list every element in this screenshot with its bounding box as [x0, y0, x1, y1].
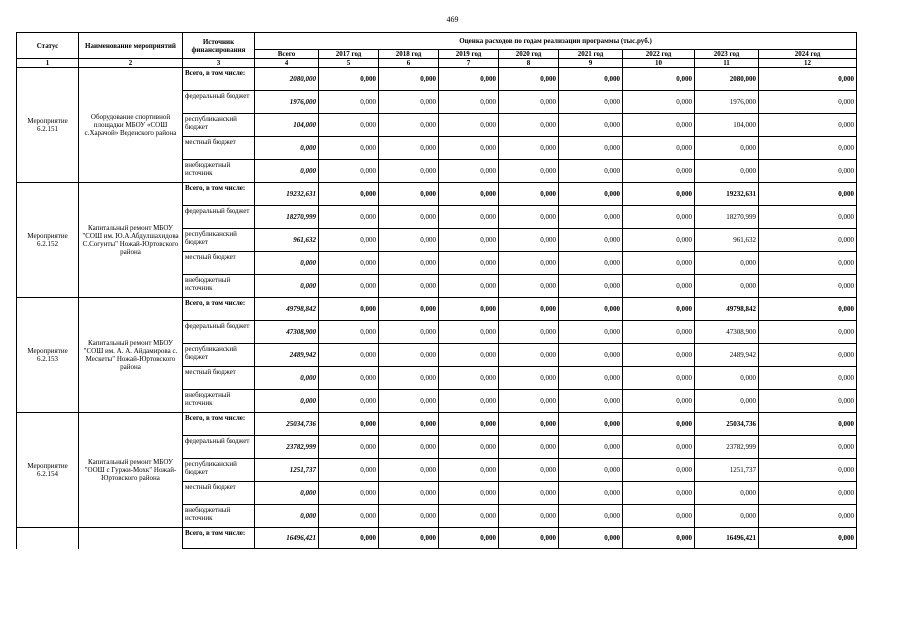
- budget-table: [16, 32, 857, 549]
- amount-cell: 0,000: [559, 298, 623, 321]
- amount-cell: 104,000: [255, 114, 319, 137]
- amount-cell: 0,000: [379, 298, 439, 321]
- column-number: 8: [499, 59, 559, 68]
- amount-cell: 0,000: [623, 160, 695, 183]
- amount-cell: 0,000: [623, 229, 695, 252]
- amount-cell: 0,000: [623, 137, 695, 160]
- table-body: [17, 68, 857, 549]
- amount-cell: 0,000: [379, 275, 439, 298]
- amount-cell: 0,000: [379, 183, 439, 206]
- amount-cell: 0,000: [559, 344, 623, 367]
- amount-cell: 0,000: [379, 321, 439, 344]
- amount-cell: 25034,736: [695, 413, 759, 436]
- amount-cell: 0,000: [319, 344, 379, 367]
- amount-cell: 0,000: [439, 344, 499, 367]
- amount-cell: 25034,736: [255, 413, 319, 436]
- column-number: 4: [255, 59, 319, 68]
- funding-source: внебюджетный источник: [183, 505, 255, 528]
- amount-cell: 0,000: [255, 275, 319, 298]
- event-name: Оборудование спортивной площадки МБОУ «СОШ с.Харачой» Веденского района: [79, 68, 183, 183]
- amount-cell: 0,000: [695, 390, 759, 413]
- funding-source: местный бюджет: [183, 367, 255, 390]
- header-year: 2024 год: [759, 50, 857, 59]
- amount-cell: 1251,737: [255, 459, 319, 482]
- amount-cell: 0,000: [623, 275, 695, 298]
- column-number: 12: [759, 59, 857, 68]
- amount-cell: 0,000: [759, 160, 857, 183]
- header-year: 2018 год: [379, 50, 439, 59]
- amount-cell: 0,000: [559, 252, 623, 275]
- amount-cell: 23782,999: [695, 436, 759, 459]
- amount-cell: 0,000: [439, 298, 499, 321]
- amount-cell: 0,000: [499, 436, 559, 459]
- amount-cell: 0,000: [319, 459, 379, 482]
- amount-cell: 0,000: [759, 298, 857, 321]
- amount-cell: 0,000: [695, 505, 759, 528]
- amount-cell: 0,000: [379, 390, 439, 413]
- event-name: Капитальный ремонт МБОУ "ООШ с Гуржи-Мохк" Ножай-Юртовского района: [79, 413, 183, 528]
- amount-cell: 0,000: [759, 459, 857, 482]
- amount-cell: 0,000: [319, 114, 379, 137]
- amount-cell: 0,000: [559, 321, 623, 344]
- amount-cell: 0,000: [319, 160, 379, 183]
- funding-source: республиканский бюджет: [183, 114, 255, 137]
- amount-cell: 0,000: [759, 68, 857, 91]
- event-status: [17, 528, 79, 549]
- amount-cell: 0,000: [439, 68, 499, 91]
- amount-cell: 0,000: [255, 482, 319, 505]
- column-number: 2: [79, 59, 183, 68]
- funding-source: республиканский бюджет: [183, 229, 255, 252]
- amount-cell: 0,000: [759, 137, 857, 160]
- amount-cell: 0,000: [559, 275, 623, 298]
- amount-cell: 18270,999: [255, 206, 319, 229]
- funding-source: федеральный бюджет: [183, 206, 255, 229]
- header-year: 2017 год: [319, 50, 379, 59]
- amount-cell: 0,000: [319, 206, 379, 229]
- amount-cell: 0,000: [379, 528, 439, 549]
- amount-cell: 0,000: [439, 321, 499, 344]
- page-number: 469: [446, 15, 459, 24]
- amount-cell: 0,000: [695, 137, 759, 160]
- amount-cell: 0,000: [759, 252, 857, 275]
- header-year: 2023 год: [695, 50, 759, 59]
- amount-cell: 0,000: [319, 505, 379, 528]
- amount-cell: 0,000: [319, 229, 379, 252]
- amount-cell: 0,000: [499, 114, 559, 137]
- amount-cell: 0,000: [379, 436, 439, 459]
- amount-cell: 0,000: [759, 183, 857, 206]
- amount-cell: 0,000: [623, 505, 695, 528]
- amount-cell: 0,000: [623, 413, 695, 436]
- column-number: 11: [695, 59, 759, 68]
- amount-cell: 0,000: [559, 206, 623, 229]
- amount-cell: 0,000: [499, 68, 559, 91]
- amount-cell: 0,000: [439, 505, 499, 528]
- funding-source: внебюджетный источник: [183, 390, 255, 413]
- header-year: Всего: [255, 50, 319, 59]
- amount-cell: 0,000: [759, 528, 857, 549]
- amount-cell: 0,000: [695, 275, 759, 298]
- amount-cell: 1976,000: [255, 91, 319, 114]
- funding-source: федеральный бюджет: [183, 436, 255, 459]
- amount-cell: 0,000: [255, 390, 319, 413]
- amount-cell: 961,632: [255, 229, 319, 252]
- amount-cell: 104,000: [695, 114, 759, 137]
- event-status: Мероприятие 6.2.153: [17, 298, 79, 413]
- amount-cell: 0,000: [319, 367, 379, 390]
- event-name: Капитальный ремонт МБОУ "СОШ им. Ю.А.Абдулшахидова С.Согунты" Ножай-Юртовского района: [79, 183, 183, 298]
- amount-cell: 0,000: [499, 183, 559, 206]
- amount-cell: 0,000: [695, 367, 759, 390]
- event-status: Мероприятие 6.2.152: [17, 183, 79, 298]
- funding-source: местный бюджет: [183, 252, 255, 275]
- amount-cell: 0,000: [559, 482, 623, 505]
- amount-cell: 0,000: [759, 436, 857, 459]
- amount-cell: 0,000: [439, 160, 499, 183]
- amount-cell: 0,000: [439, 206, 499, 229]
- table-row: [17, 528, 857, 549]
- amount-cell: 0,000: [379, 137, 439, 160]
- amount-cell: 2080,000: [255, 68, 319, 91]
- column-number: 1: [17, 59, 79, 68]
- amount-cell: 0,000: [499, 137, 559, 160]
- funding-source: федеральный бюджет: [183, 321, 255, 344]
- amount-cell: 0,000: [379, 252, 439, 275]
- amount-cell: 2080,000: [695, 68, 759, 91]
- table-row: [17, 298, 857, 321]
- amount-cell: 0,000: [439, 367, 499, 390]
- amount-cell: 16496,421: [255, 528, 319, 549]
- amount-cell: 19232,631: [695, 183, 759, 206]
- amount-cell: 18270,999: [695, 206, 759, 229]
- amount-cell: 0,000: [439, 528, 499, 549]
- amount-cell: 0,000: [379, 91, 439, 114]
- amount-cell: 0,000: [439, 183, 499, 206]
- amount-cell: 0,000: [759, 229, 857, 252]
- header-year: 2020 год: [499, 50, 559, 59]
- amount-cell: 0,000: [559, 229, 623, 252]
- event-name: Капитальный ремонт МБОУ "СОШ им. А. А. Айдамирова с. Мескеты" Ножай-Юртовского района: [79, 298, 183, 413]
- amount-cell: 0,000: [379, 206, 439, 229]
- amount-cell: 0,000: [623, 459, 695, 482]
- header-estimate: Оценка расходов по годам реализации программы (тыс.руб.): [255, 33, 857, 50]
- column-number: 6: [379, 59, 439, 68]
- amount-cell: 0,000: [623, 367, 695, 390]
- amount-cell: 0,000: [319, 413, 379, 436]
- amount-cell: 0,000: [319, 482, 379, 505]
- amount-cell: 49798,842: [695, 298, 759, 321]
- column-number: 9: [559, 59, 623, 68]
- amount-cell: 0,000: [319, 528, 379, 549]
- amount-cell: 49798,842: [255, 298, 319, 321]
- funding-source: Всего, в том числе:: [183, 413, 255, 436]
- amount-cell: 0,000: [499, 275, 559, 298]
- amount-cell: 1251,737: [695, 459, 759, 482]
- amount-cell: 0,000: [439, 229, 499, 252]
- funding-source: Всего, в том числе:: [183, 68, 255, 91]
- amount-cell: 0,000: [319, 137, 379, 160]
- amount-cell: 0,000: [759, 206, 857, 229]
- amount-cell: 47308,900: [695, 321, 759, 344]
- funding-source: местный бюджет: [183, 482, 255, 505]
- amount-cell: 0,000: [439, 482, 499, 505]
- amount-cell: 0,000: [379, 344, 439, 367]
- amount-cell: 0,000: [759, 344, 857, 367]
- amount-cell: 0,000: [759, 91, 857, 114]
- amount-cell: 0,000: [559, 459, 623, 482]
- funding-source: внебюджетный источник: [183, 275, 255, 298]
- amount-cell: 0,000: [559, 137, 623, 160]
- amount-cell: 0,000: [379, 160, 439, 183]
- header-year: 2022 год: [623, 50, 695, 59]
- table-header: [17, 33, 857, 68]
- amount-cell: 0,000: [623, 528, 695, 549]
- amount-cell: 0,000: [379, 413, 439, 436]
- amount-cell: 0,000: [255, 252, 319, 275]
- amount-cell: 0,000: [623, 114, 695, 137]
- amount-cell: 0,000: [559, 91, 623, 114]
- amount-cell: 0,000: [255, 160, 319, 183]
- funding-source: Всего, в том числе:: [183, 298, 255, 321]
- amount-cell: 0,000: [759, 482, 857, 505]
- amount-cell: 1976,000: [695, 91, 759, 114]
- amount-cell: 0,000: [759, 321, 857, 344]
- amount-cell: 0,000: [623, 390, 695, 413]
- amount-cell: 0,000: [499, 367, 559, 390]
- amount-cell: 0,000: [623, 183, 695, 206]
- amount-cell: 47308,900: [255, 321, 319, 344]
- amount-cell: 0,000: [499, 321, 559, 344]
- table-row: [17, 68, 857, 91]
- column-number: 3: [183, 59, 255, 68]
- amount-cell: 0,000: [499, 298, 559, 321]
- amount-cell: 0,000: [319, 275, 379, 298]
- amount-cell: 19232,631: [255, 183, 319, 206]
- amount-cell: 0,000: [439, 390, 499, 413]
- column-number: 5: [319, 59, 379, 68]
- amount-cell: 0,000: [319, 436, 379, 459]
- funding-source: внебюджетный источник: [183, 160, 255, 183]
- amount-cell: 0,000: [559, 436, 623, 459]
- amount-cell: 0,000: [759, 114, 857, 137]
- amount-cell: 0,000: [695, 482, 759, 505]
- amount-cell: 0,000: [319, 321, 379, 344]
- amount-cell: 0,000: [439, 91, 499, 114]
- amount-cell: 0,000: [559, 183, 623, 206]
- amount-cell: 0,000: [379, 229, 439, 252]
- amount-cell: 0,000: [255, 367, 319, 390]
- column-number: 7: [439, 59, 499, 68]
- funding-source: федеральный бюджет: [183, 91, 255, 114]
- amount-cell: 0,000: [379, 459, 439, 482]
- amount-cell: 0,000: [439, 114, 499, 137]
- amount-cell: 0,000: [499, 206, 559, 229]
- amount-cell: 0,000: [379, 114, 439, 137]
- amount-cell: 0,000: [319, 298, 379, 321]
- amount-cell: 0,000: [623, 206, 695, 229]
- amount-cell: 2489,942: [695, 344, 759, 367]
- amount-cell: 0,000: [623, 91, 695, 114]
- amount-cell: 0,000: [623, 252, 695, 275]
- amount-cell: 0,000: [623, 482, 695, 505]
- table-row: [17, 183, 857, 206]
- header-source: Источник финансирования: [183, 33, 255, 59]
- amount-cell: 0,000: [499, 390, 559, 413]
- amount-cell: 0,000: [499, 482, 559, 505]
- amount-cell: 16496,421: [695, 528, 759, 549]
- amount-cell: 0,000: [759, 505, 857, 528]
- amount-cell: 0,000: [255, 505, 319, 528]
- funding-source: Всего, в том числе:: [183, 183, 255, 206]
- amount-cell: 23782,999: [255, 436, 319, 459]
- amount-cell: 0,000: [623, 68, 695, 91]
- amount-cell: 0,000: [379, 482, 439, 505]
- amount-cell: 0,000: [499, 413, 559, 436]
- amount-cell: 0,000: [559, 68, 623, 91]
- amount-cell: 0,000: [319, 91, 379, 114]
- event-status: Мероприятие 6.2.154: [17, 413, 79, 528]
- amount-cell: 0,000: [499, 91, 559, 114]
- funding-source: Всего, в том числе:: [183, 528, 255, 549]
- amount-cell: 0,000: [559, 160, 623, 183]
- amount-cell: 0,000: [319, 252, 379, 275]
- amount-cell: 0,000: [695, 160, 759, 183]
- amount-cell: 0,000: [559, 413, 623, 436]
- amount-cell: 0,000: [499, 229, 559, 252]
- amount-cell: 0,000: [439, 459, 499, 482]
- amount-cell: 0,000: [623, 321, 695, 344]
- amount-cell: 0,000: [623, 298, 695, 321]
- amount-cell: 2489,942: [255, 344, 319, 367]
- amount-cell: 0,000: [499, 160, 559, 183]
- header-status: Статус: [17, 33, 79, 59]
- amount-cell: 0,000: [499, 459, 559, 482]
- amount-cell: 0,000: [379, 68, 439, 91]
- header-year: 2019 год: [439, 50, 499, 59]
- amount-cell: 0,000: [559, 114, 623, 137]
- amount-cell: 0,000: [439, 413, 499, 436]
- column-number: 10: [623, 59, 695, 68]
- amount-cell: 0,000: [499, 252, 559, 275]
- funding-source: республиканский бюджет: [183, 459, 255, 482]
- amount-cell: 0,000: [499, 344, 559, 367]
- amount-cell: 961,632: [695, 229, 759, 252]
- amount-cell: 0,000: [499, 528, 559, 549]
- amount-cell: 0,000: [759, 413, 857, 436]
- amount-cell: 0,000: [559, 367, 623, 390]
- header-year: 2021 год: [559, 50, 623, 59]
- table-row: [17, 413, 857, 436]
- header-event: Наименование мероприятий: [79, 33, 183, 59]
- amount-cell: 0,000: [759, 367, 857, 390]
- amount-cell: 0,000: [255, 137, 319, 160]
- amount-cell: 0,000: [439, 137, 499, 160]
- amount-cell: 0,000: [559, 505, 623, 528]
- amount-cell: 0,000: [623, 436, 695, 459]
- amount-cell: 0,000: [319, 68, 379, 91]
- amount-cell: 0,000: [439, 252, 499, 275]
- amount-cell: 0,000: [559, 528, 623, 549]
- amount-cell: 0,000: [623, 344, 695, 367]
- amount-cell: 0,000: [439, 436, 499, 459]
- amount-cell: 0,000: [379, 505, 439, 528]
- amount-cell: 0,000: [319, 390, 379, 413]
- funding-source: местный бюджет: [183, 137, 255, 160]
- amount-cell: 0,000: [319, 183, 379, 206]
- event-status: Мероприятие 6.2.151: [17, 68, 79, 183]
- amount-cell: 0,000: [759, 390, 857, 413]
- funding-source: республиканский бюджет: [183, 344, 255, 367]
- amount-cell: 0,000: [559, 390, 623, 413]
- event-name: [79, 528, 183, 549]
- amount-cell: 0,000: [499, 505, 559, 528]
- amount-cell: 0,000: [759, 275, 857, 298]
- amount-cell: 0,000: [695, 252, 759, 275]
- amount-cell: 0,000: [439, 275, 499, 298]
- amount-cell: 0,000: [379, 367, 439, 390]
